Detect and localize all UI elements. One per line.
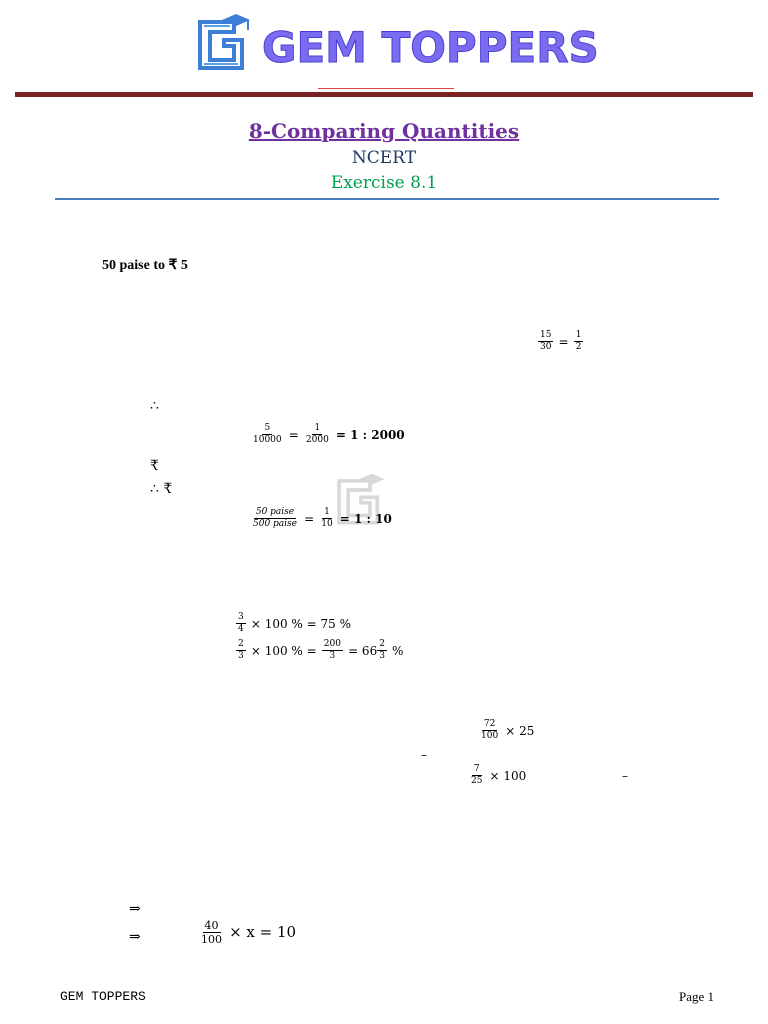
page-title: 8-Comparing Quantities xyxy=(248,119,520,143)
denominator: 25 xyxy=(471,776,483,786)
denominator: 100 xyxy=(481,731,499,741)
therefore-rupee: ∴ ₹ xyxy=(150,481,173,497)
equals-sign: = xyxy=(288,428,299,442)
rupee-symbol: ₹ xyxy=(150,458,159,474)
title-divider xyxy=(55,198,719,200)
equation-result: × x = 10 xyxy=(229,923,297,941)
denominator: 10 xyxy=(321,519,333,529)
expression-7-over-25 xyxy=(469,765,526,786)
equals-sign: = xyxy=(304,512,315,526)
question-heading: 50 paise to ₹ 5 xyxy=(102,258,188,273)
implies-symbol: ⇒ xyxy=(129,929,141,945)
ratio-equation-1 xyxy=(251,424,405,445)
multiplier: × 25 xyxy=(505,724,535,738)
multiplier: × 100 xyxy=(489,769,527,783)
denominator: 2 xyxy=(575,342,582,352)
denominator: 2000 xyxy=(305,435,329,445)
dash-mark: – xyxy=(421,748,427,762)
numerator: 1 xyxy=(575,330,582,340)
gem-toppers-logo-icon xyxy=(190,10,256,76)
percent-expression: × 100 % = xyxy=(250,644,317,658)
equation-40-over-100 xyxy=(199,920,296,945)
numerator: 1 xyxy=(324,507,330,517)
brand-name: GEM TOPPERS xyxy=(262,23,599,72)
numerator: 7 xyxy=(473,764,480,774)
header-accent-line xyxy=(318,88,454,89)
numerator: 15 xyxy=(540,330,552,340)
numerator: 200 xyxy=(323,639,341,649)
percent-equation-1 xyxy=(236,613,351,634)
ratio-result: = 1 : 2000 xyxy=(335,428,405,442)
exercise-label: Exercise 8.1 xyxy=(330,173,438,193)
expression-72-over-100 xyxy=(479,720,534,741)
denominator: 100 xyxy=(201,933,222,946)
page-subtitle: NCERT xyxy=(351,148,417,168)
denominator: 3 xyxy=(238,651,244,661)
percent-result: × 100 % = 75 % xyxy=(250,617,351,631)
footer-brand: GEM TOPPERS xyxy=(60,989,146,1004)
page-number: Page 1 xyxy=(679,989,715,1004)
equals-sign: = xyxy=(558,335,569,349)
numerator: 72 xyxy=(483,719,496,729)
denominator: 30 xyxy=(540,342,552,352)
percent-sign: % xyxy=(392,644,404,658)
therefore-symbol: ∴ xyxy=(150,398,159,414)
fraction-equation-1 xyxy=(538,331,583,352)
numerator: 5 xyxy=(264,423,271,433)
mixed-number-whole: = 66 xyxy=(348,644,378,658)
denominator: 500 paise xyxy=(253,519,297,529)
numerator: 40 xyxy=(204,919,219,932)
implies-symbol: ⇒ xyxy=(129,901,141,917)
numerator: 1 xyxy=(314,423,321,433)
ratio-result: = 1 : 10 xyxy=(339,512,392,526)
numerator: 50 paise xyxy=(255,507,295,517)
denominator: 4 xyxy=(238,624,244,634)
denominator: 3 xyxy=(329,651,336,661)
numerator: 3 xyxy=(238,612,244,622)
percent-equation-2 xyxy=(236,640,403,661)
numerator: 2 xyxy=(379,639,385,649)
ratio-equation-2 xyxy=(251,508,392,529)
denominator: 3 xyxy=(379,651,385,661)
header-divider xyxy=(15,92,753,97)
numerator: 2 xyxy=(238,639,244,649)
denominator: 10000 xyxy=(253,435,282,445)
dash-mark: – xyxy=(622,769,628,783)
